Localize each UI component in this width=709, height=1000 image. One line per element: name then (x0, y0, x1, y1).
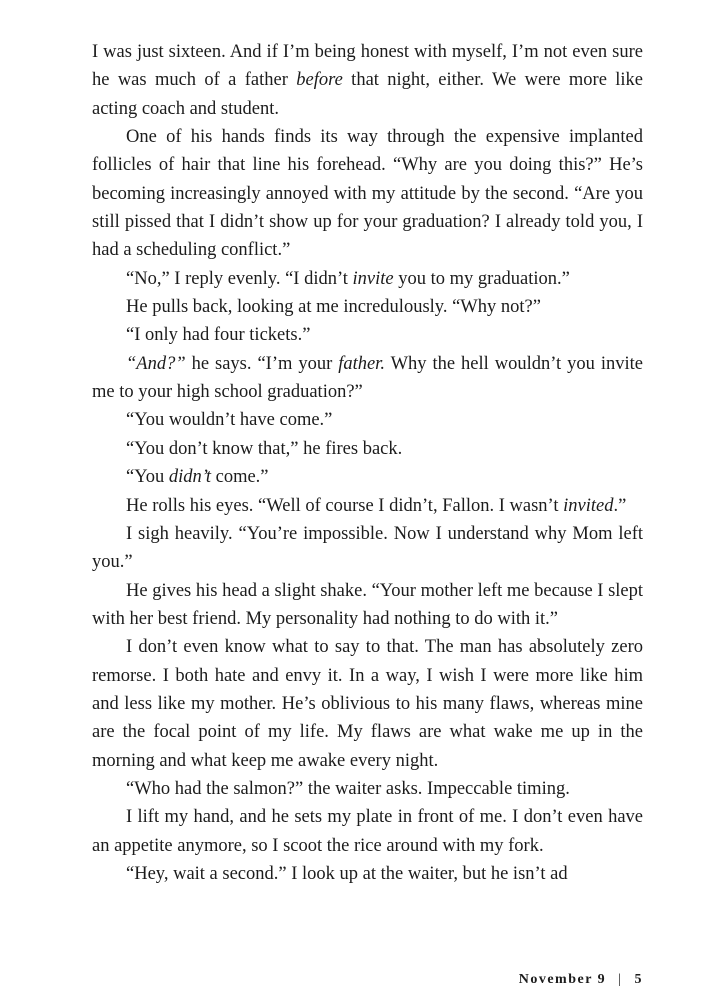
text-run: I lift my hand, and he sets my plate in front of me. I don’t even have an appetite anymore, so I scoot the rice around with my fork. (92, 807, 643, 856)
text-run: “You wouldn’t have come.” (126, 410, 333, 431)
paragraph (92, 123, 643, 265)
text-run: He gives his head a slight shake. “Your mother left me because I slept with her best friend. My personality had nothing to do with it.” (92, 580, 644, 629)
footer-separator: | (618, 972, 623, 987)
text-run: One of his hands finds its way through the expensive implanted follicles of hair that line his forehead. “Why are you doing this?” He’s becoming increasingly annoyed with my attitude by the second. “Are you still pissed that I didn’t show up for your graduation? I already told you, I had a scheduling conflict.” (92, 127, 643, 261)
text-run: come.” (211, 467, 269, 488)
italic-text: invite (352, 268, 394, 289)
page-number: 5 (634, 972, 643, 987)
paragraph (92, 492, 643, 520)
text-run: that night, either. We were more like acting coach and student. (92, 70, 644, 119)
text-run: I don’t even know what to say to that. The man has absolutely zero remorse. I both hate and envy it. In a way, I wish I were more like him and less like my mother. He’s oblivious to his many flaws, whereas mine are the focal point of my life. My flaws are what wake me up in the morning and what keep me awake every night. (92, 637, 643, 771)
paragraph (92, 775, 643, 803)
paragraph (92, 860, 643, 888)
paragraph (92, 435, 643, 463)
text-run: He rolls his eyes. “Well of course I didn’t, Fallon. I wasn’t (126, 495, 564, 516)
paragraph (92, 803, 643, 860)
text-run: “Who had the salmon?” the waiter asks. Impeccable timing. (126, 778, 570, 799)
text-run: “You (126, 467, 169, 488)
text-run: I sigh heavily. “You’re impossible. Now I understand why Mom left you.” (92, 523, 643, 573)
italic-text: father. (338, 353, 385, 374)
text-run: he says. “I’m your (185, 353, 339, 374)
text-run: “I only had four tickets.” (126, 325, 311, 346)
text-run: you to my graduation.” (393, 268, 570, 289)
text-run: He pulls back, looking at me incredulously. “Why not?” (126, 297, 541, 318)
italic-text: didn’t (168, 467, 211, 488)
paragraph (92, 406, 643, 434)
italic-text: “And?” (126, 353, 186, 374)
text-run: “Hey, wait a second.” I look up at the waiter, but he isn’t ad (126, 863, 568, 884)
paragraph (92, 633, 643, 775)
paragraph (92, 265, 643, 293)
text-run: .” (613, 495, 627, 516)
paragraph (92, 293, 643, 321)
paragraph (92, 577, 643, 634)
text-run: “You don’t know that,” he fires back. (126, 438, 403, 459)
paragraph (92, 463, 643, 491)
italic-text: before (296, 70, 343, 91)
book-page-body (92, 38, 643, 888)
paragraph (92, 350, 643, 407)
text-run: Why the hell wouldn’t you invite me to your high school graduation?” (92, 353, 643, 403)
paragraph (92, 38, 643, 123)
italic-text: invited (563, 495, 614, 516)
paragraph (92, 321, 643, 349)
running-footer-chapter: November 9 (518, 972, 607, 987)
paragraph (92, 520, 643, 577)
text-run: I was just sixteen. And if I’m being honest with myself, I’m not even sure he was much of a father (92, 42, 643, 91)
text-run: “No,” I reply evenly. “I didn’t (126, 268, 353, 289)
page-footer (519, 972, 643, 988)
